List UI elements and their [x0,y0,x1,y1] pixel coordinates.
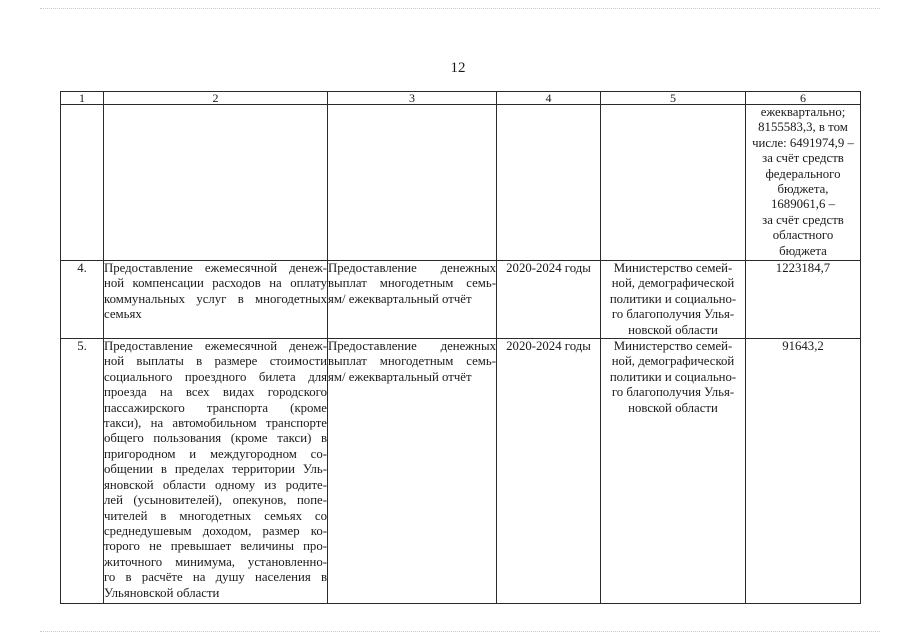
text-line: житочного минимума, установленно- [104,554,327,569]
executor-cell [601,339,746,604]
executor-cell [601,261,746,339]
table-row-4 [61,261,861,339]
text-line: коммунальных услуг в многодетных [104,291,327,306]
text-line: проезда на всех видах городского [104,385,327,400]
text-line: за счёт средств [762,212,844,227]
column-number: 2 [104,92,328,105]
table-row-5 [61,339,861,604]
text-line: го благополучия Улья- [611,385,735,400]
scan-noise-bottom [40,631,880,632]
column-number-row [61,92,861,105]
text-line: социального проездного билета для [104,369,327,384]
text-line: политики и социально- [609,369,737,384]
column-number: 4 [497,92,601,105]
text-line: ям/ ежеквартальный отчёт [328,291,472,306]
text-line: числе: 6491974,9 – [752,135,854,150]
text-line: ной компенсации расходов на оплату [104,276,327,291]
text-line: лей (усыновителей), опекунов, попе- [104,493,327,508]
scan-noise-top [40,8,880,9]
text-line: ной выплаты в размере стоимости [104,354,327,369]
text-line: за счёт средств [762,151,844,166]
row-number-cell: 5. [61,339,104,604]
measure-cell [104,339,328,604]
page-number: 12 [450,60,466,76]
column-number: 3 [328,92,497,105]
measure-cell [104,105,328,261]
text-line: чителей в многодетных семьях со [104,508,327,523]
text-line: 8155583,3, в том [758,120,848,135]
text-line: Предоставление ежемесячной денеж- [104,339,327,354]
result-cell [328,105,497,261]
text-line: Предоставление денежных [328,339,496,354]
period-cell [497,105,601,261]
result-cell [328,261,497,339]
funding-cell [746,339,861,604]
text-line: Ульяновской области [104,585,220,600]
text-line: общении в пределах территории Уль- [104,462,327,477]
text-line: такси), на автомобильном транспорте [104,416,327,431]
text-line: го в расчёте на душу населения в [104,570,327,585]
period-cell: 2020-2024 годы [497,261,601,339]
text-line: федерального [765,166,841,181]
text-line: ной, демографической [611,276,735,291]
text-line: ной, демографической [611,354,735,369]
text-line: пригородном и междугородном со- [104,446,327,461]
funding-cell [746,261,861,339]
text-line: бюджета [779,243,827,258]
row-number-cell: 4. [61,261,104,339]
measure-cell [104,261,328,339]
text-line: выплат многодетным семь- [328,276,496,291]
text-line: политики и социально- [609,291,737,306]
period-cell: 2020-2024 годы [497,339,601,604]
text-line: ям/ ежеквартальный отчёт [328,369,472,384]
column-number: 6 [746,92,861,105]
text-line: выплат многодетным семь- [328,354,496,369]
row-number-cell [61,105,104,261]
text-line: пассажирского транспорта (кроме [104,400,327,415]
text-line: бюджета, [777,182,829,197]
document-table [60,91,861,604]
text-line: го благополучия Улья- [611,307,735,322]
text-line: областного [772,228,834,243]
text-line: ежеквартально; [760,105,846,119]
column-number: 1 [61,92,104,105]
text-line: торого не превышает величины про- [104,539,327,554]
text-line: среднедушевым доходом, размер ко- [104,523,327,538]
text-line: 91643,2 [782,339,824,354]
text-line: Министерство семей- [613,261,733,275]
column-number: 5 [601,92,746,105]
table-row-continuation [61,105,861,261]
text-line: яновской области одному из родите- [104,477,327,492]
text-line: Предоставление ежемесячной денеж- [104,261,327,275]
text-line: Предоставление денежных [328,261,496,275]
text-line: новской области [628,400,718,415]
text-line: новской области [628,322,718,337]
text-line: Министерство семей- [613,339,733,354]
funding-cell [746,105,861,261]
text-line: 1223184,7 [775,261,831,275]
text-line: 1689061,6 – [771,197,835,212]
result-cell [328,339,497,604]
text-line: общего пользования (кроме такси) в [104,431,327,446]
text-line: семьях [104,307,142,322]
executor-cell [601,105,746,261]
